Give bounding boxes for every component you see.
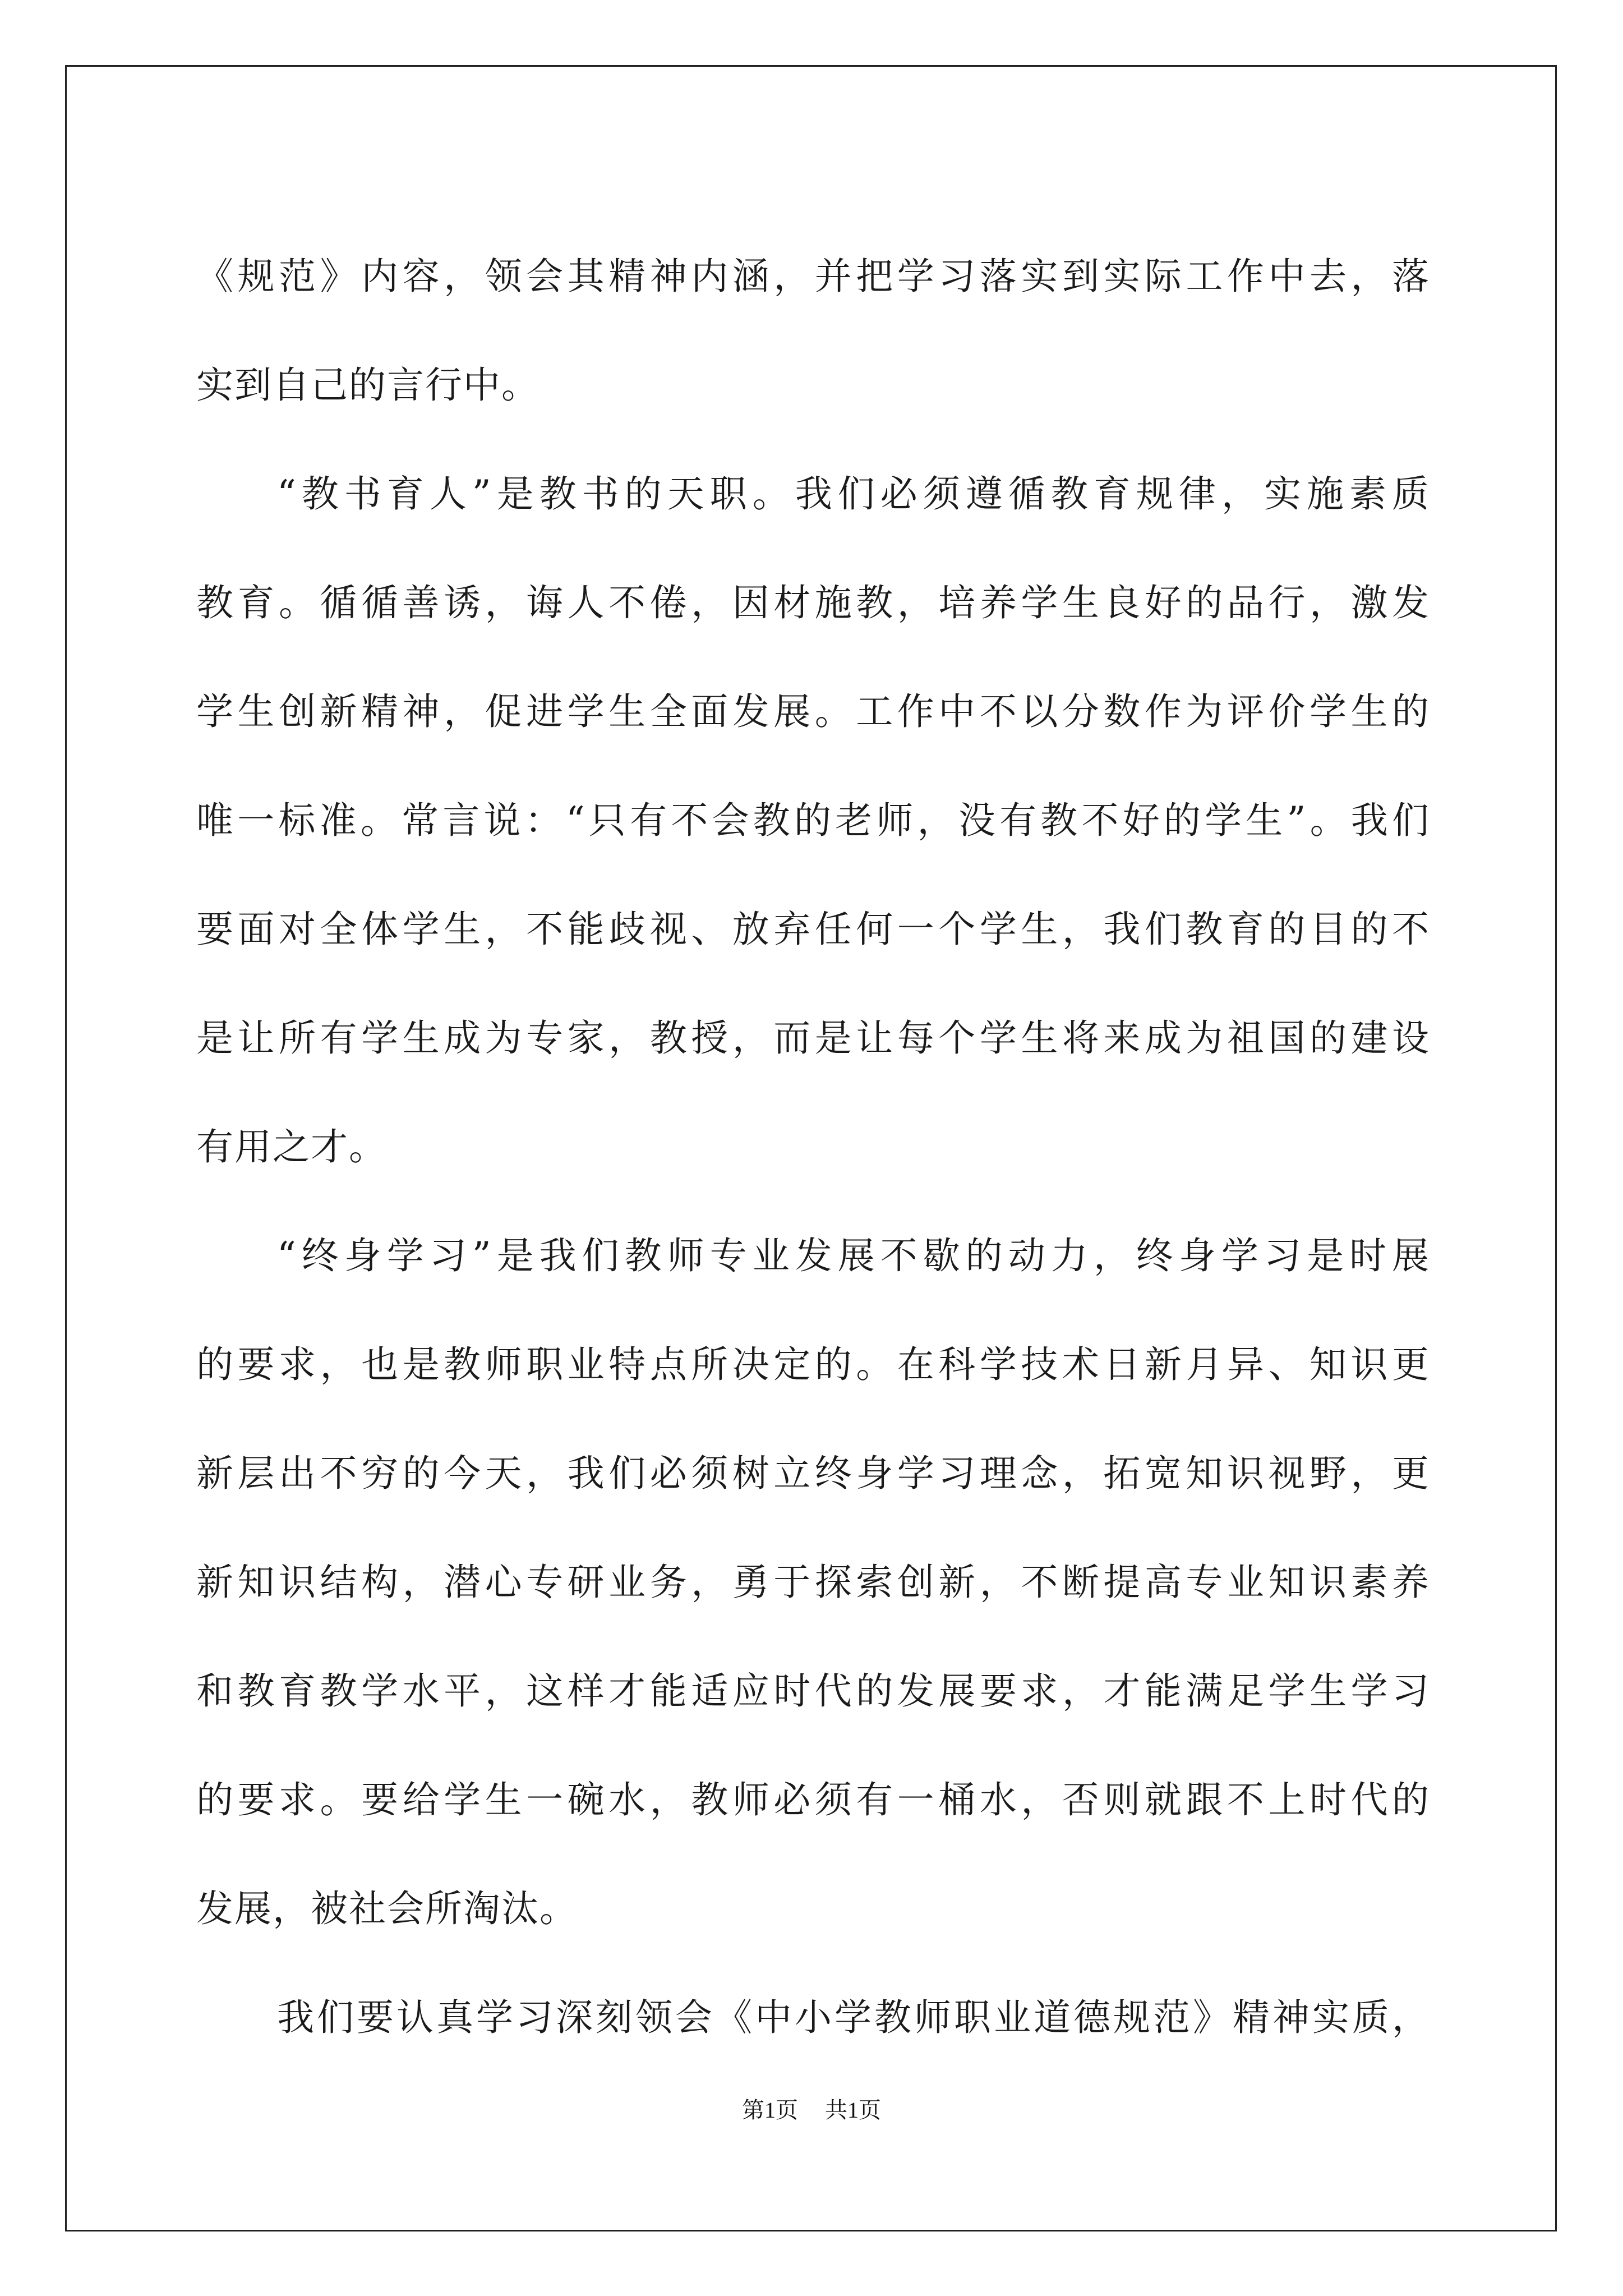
text-line: 和教育教学水平，这样才能适应时代的发展要求，才能满足学生学习: [196, 1669, 1430, 1713]
text-line: 的要求。要给学生一碗水，教师必须有一桶水，否则就跟不上时代的: [196, 1778, 1430, 1821]
text-line: 我们要认真学习深刻领会《中小学教师职业道德规范》精神实质，: [277, 1996, 1430, 2039]
page-footer: [0, 2092, 1623, 2124]
text-line: 发展，被社会所淘汰。: [196, 1887, 578, 1930]
text-line: “教书育人”是教书的天职。我们必须遵循教育规律，实施素质: [277, 472, 1430, 516]
text-line: 《规范》内容，领会其精神内涵，并把学习落实到实际工作中去，落: [196, 255, 1430, 298]
text-line: 新知识结构，潜心专研业务，勇于探索创新，不断提高专业知识素养: [196, 1561, 1430, 1604]
text-line: 教育。循循善诱，诲人不倦，因材施教，培养学生良好的品行，激发: [196, 581, 1430, 624]
text-line: 要面对全体学生，不能歧视、放弃任何一个学生，我们教育的目的不: [196, 908, 1430, 951]
text-line: 的要求，也是教师职业特点所决定的。在科学技术日新月异、知识更: [196, 1343, 1430, 1386]
text-line: 有用之才。: [196, 1125, 387, 1168]
text-line: 学生创新精神，促进学生全面发展。工作中不以分数作为评价学生的: [196, 690, 1430, 733]
text-line: “终身学习”是我们教师专业发展不歇的动力，终身学习是时展: [277, 1234, 1430, 1277]
text-line: 实到自己的言行中。: [196, 364, 540, 407]
document-body: [196, 222, 1430, 2072]
page-total: 共1页: [825, 2097, 881, 2123]
text-line: 新层出不穷的今天，我们必须树立终身学习理念，拓宽知识视野，更: [196, 1452, 1430, 1495]
text-line: 唯一标准。常言说：“只有不会教的老师，没有教不好的学生”。我们: [196, 799, 1430, 842]
page-number: 第1页: [742, 2097, 798, 2123]
text-line: 是让所有学生成为专家，教授，而是让每个学生将来成为祖国的建设: [196, 1016, 1430, 1060]
